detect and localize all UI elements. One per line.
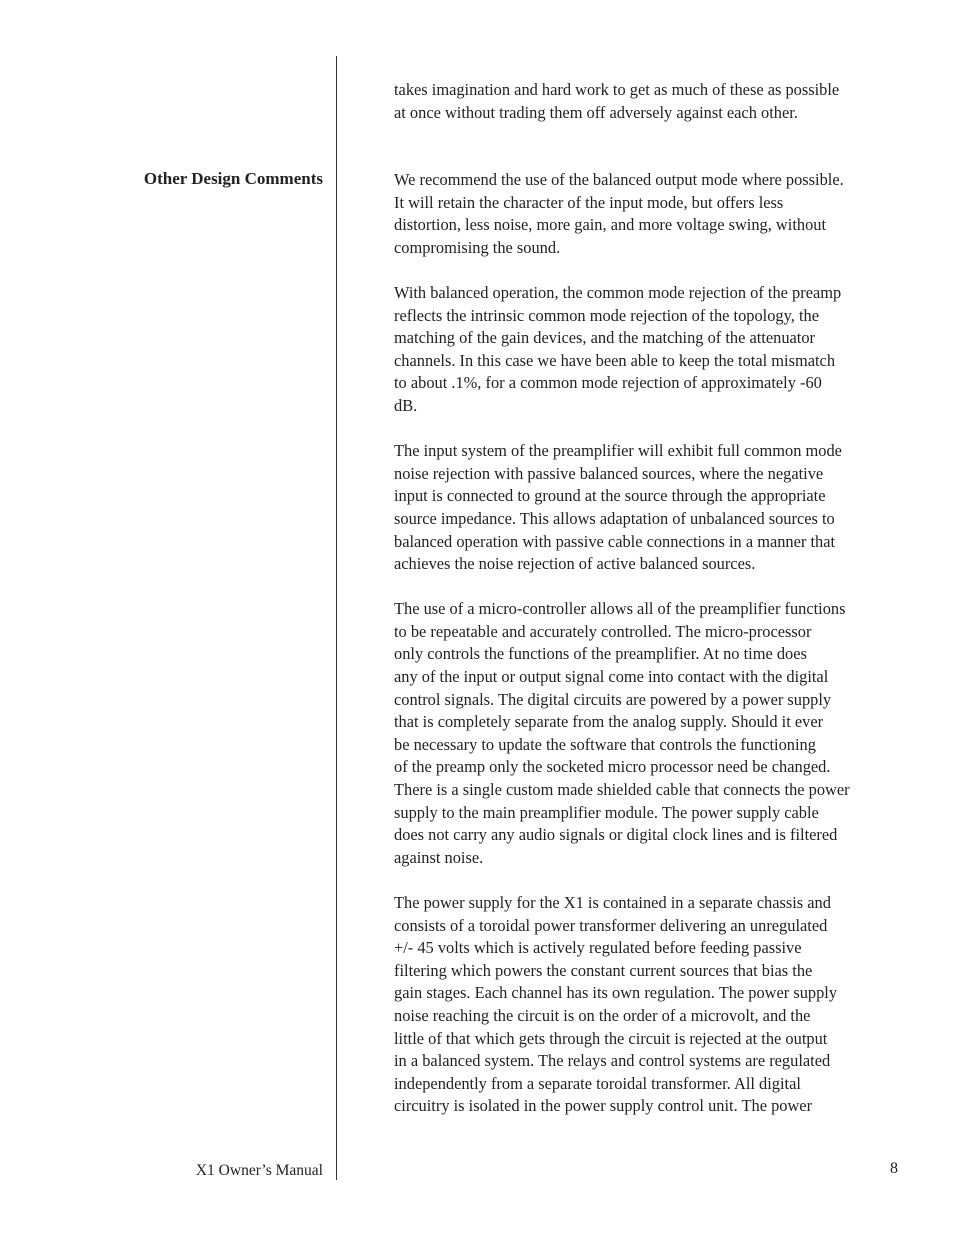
text-line: gain stages. Each channel has its own regulation. The power supply bbox=[394, 983, 838, 1003]
text-line: matching of the gain devices, and the matching of the attenuator bbox=[394, 328, 816, 348]
body-paragraph bbox=[394, 282, 904, 418]
text-line: balanced operation with passive cable connections in a manner that bbox=[394, 531, 836, 551]
text-line: circuitry is isolated in the power supply control unit. The power bbox=[394, 1096, 813, 1116]
text-line: dB. bbox=[394, 395, 418, 415]
intro-paragraph bbox=[394, 79, 904, 124]
text-line: The input system of the preamplifier will exhibit full common mode bbox=[394, 441, 842, 461]
text-line: reflects the intrinsic common mode rejection of the topology, the bbox=[394, 305, 819, 325]
text-line: noise rejection with passive balanced sources, where the negative bbox=[394, 463, 824, 483]
text-line: distortion, less noise, more gain, and more voltage swing, without bbox=[394, 215, 827, 235]
text-line: There is a single custom made shielded cable that connects the power bbox=[394, 780, 850, 800]
text-line: We recommend the use of the balanced output mode where possible. bbox=[394, 170, 844, 189]
text-line: control signals. The digital circuits are powered by a power supply bbox=[394, 689, 832, 709]
text-line: in a balanced system. The relays and control systems are regulated bbox=[394, 1051, 831, 1071]
body-paragraph bbox=[394, 440, 904, 576]
text-line: only controls the functions of the preamplifier. At no time does bbox=[394, 644, 807, 664]
text-line: The use of a micro-controller allows all of the preamplifier functions bbox=[394, 599, 846, 619]
text-line: supply to the main preamplifier module. The power supply cable bbox=[394, 802, 819, 822]
text-line: It will retain the character of the input mode, but offers less bbox=[394, 192, 784, 212]
body-paragraph bbox=[394, 892, 904, 1118]
body-paragraph bbox=[394, 598, 904, 869]
text-line: to about .1%, for a common mode rejection of approximately -60 bbox=[394, 373, 822, 393]
text-line: The power supply for the X1 is contained in a separate chassis and bbox=[394, 893, 831, 912]
text-line: source impedance. This allows adaptation of unbalanced sources to bbox=[394, 508, 835, 528]
text-line: be necessary to update the software that controls the functioning bbox=[394, 734, 816, 754]
margin-divider-rule bbox=[336, 56, 337, 1180]
text-line: channels. In this case we have been able to keep the total mismatch bbox=[394, 350, 836, 370]
text-line: little of that which gets through the circuit is rejected at the output bbox=[394, 1028, 828, 1048]
text-line: of the preamp only the socketed micro processor need be changed. bbox=[394, 757, 831, 777]
text-line: consists of a toroidal power transformer delivering an unregulated bbox=[394, 915, 828, 935]
text-line: filtering which powers the constant current sources that bias the bbox=[394, 960, 813, 980]
section-body bbox=[394, 169, 904, 1141]
text-line: that is completely separate from the analog supply. Should it ever bbox=[394, 712, 824, 732]
section-heading: Other Design Comments bbox=[143, 169, 323, 188]
text-line: +/- 45 volts which is actively regulated before feeding passive bbox=[394, 938, 802, 958]
page-number: 8 bbox=[890, 1160, 898, 1177]
text-line: any of the input or output signal come into contact with the digital bbox=[394, 667, 829, 687]
body-paragraph bbox=[394, 169, 904, 259]
text-line: at once without trading them off adversely against each other. bbox=[394, 102, 798, 122]
footer-manual-title: X1 Owner’s Manual bbox=[195, 1162, 323, 1179]
text-line: noise reaching the circuit is on the order of a microvolt, and the bbox=[394, 1005, 811, 1025]
text-line: With balanced operation, the common mode rejection of the preamp bbox=[394, 282, 842, 302]
text-line: independently from a separate toroidal transformer. All digital bbox=[394, 1073, 801, 1093]
text-line: achieves the noise rejection of active balanced sources. bbox=[394, 554, 756, 574]
text-line: takes imagination and hard work to get as much of these as possible bbox=[394, 80, 840, 99]
intro-continuation bbox=[394, 79, 904, 147]
text-line: does not carry any audio signals or digital clock lines and is filtered bbox=[394, 825, 838, 845]
text-line: compromising the sound. bbox=[394, 237, 561, 257]
text-line: against noise. bbox=[394, 847, 484, 867]
text-line: input is connected to ground at the source through the appropriate bbox=[394, 486, 826, 506]
text-line: to be repeatable and accurately controlled. The micro-processor bbox=[394, 621, 812, 641]
